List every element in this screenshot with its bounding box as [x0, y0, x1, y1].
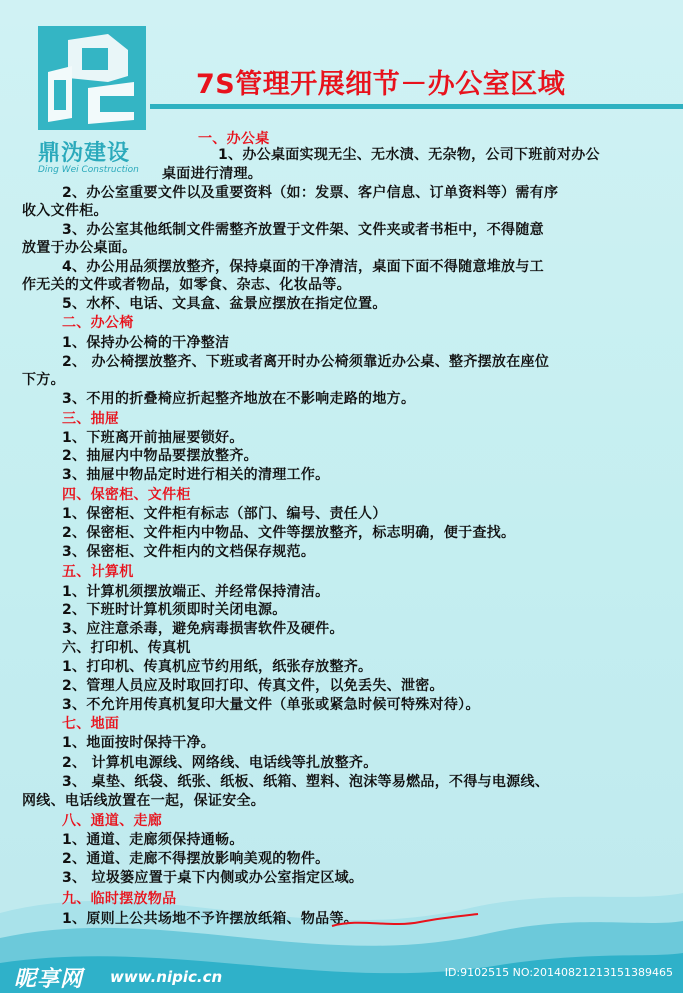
body-line: 放置于办公桌面。 — [22, 240, 137, 256]
body-line: 2、抽屉内中物品要摆放整齐。 — [62, 448, 258, 464]
logo-brand-english: Ding Wei Construction — [38, 165, 139, 175]
body-line: 桌面进行清理。 — [162, 166, 263, 182]
body-line: 作无关的文件或者物品，如零食、杂志、化妆品等。 — [22, 277, 351, 293]
section-heading: 八、通道、走廊 — [62, 813, 163, 829]
body-line: 1、打印机、传真机应节约用纸，纸张存放整齐。 — [62, 659, 373, 675]
body-line: 4、办公用品须摆放整齐，保持桌面的干净清洁，桌面下面不得随意堆放与工 — [62, 259, 544, 275]
section-heading: 二、办公椅 — [62, 315, 134, 331]
section-heading: 五、计算机 — [62, 564, 134, 580]
body-line: 1、保持办公椅的干净整洁 — [62, 335, 230, 351]
watermark-url: www.nipic.cn — [110, 968, 223, 986]
body-line: 2、管理人员应及时取回打印、传真文件，以免丢失、泄密。 — [62, 678, 444, 694]
body-line: 1、原则上公共场地不予许摆放纸箱、物品等。 — [62, 911, 359, 927]
body-line: 5、水杯、电话、文具盒、盆景应摆放在指定位置。 — [62, 296, 387, 312]
body-line: 1、办公桌面实现无尘、无水渍、无杂物，公司下班前对办公 — [218, 147, 600, 163]
body-line: 3、保密柜、文件柜内的文档保存规范。 — [62, 544, 316, 560]
page-title: 7S管理开展细节－办公室区域 — [196, 69, 566, 100]
body-line: 3、不允许用传真机复印大量文件（单张或紧急时候可特殊对待）。 — [62, 697, 480, 713]
body-line: 1、下班离开前抽屉要锁好。 — [62, 430, 244, 446]
body-line: 3、 垃圾篓应置于桌下内侧或办公室指定区域。 — [62, 870, 364, 886]
body-line: 收入文件柜。 — [22, 203, 108, 219]
red-scribble-mark — [330, 912, 480, 932]
body-line: 2、通道、走廊不得摆放影响美观的物件。 — [62, 851, 330, 867]
body-line: 网线、电话线放置在一起，保证安全。 — [22, 793, 266, 809]
section-heading: 一、办公桌 — [198, 131, 270, 147]
body-line: 2、办公室重要文件以及重要资料（如：发票、客户信息、订单资料等）需有序 — [62, 185, 559, 201]
company-logo — [38, 26, 146, 130]
body-line: 1、计算机须摆放端正、并经常保持清洁。 — [62, 584, 330, 600]
body-line: 3、应注意杀毒，避免病毒损害软件及硬件。 — [62, 621, 344, 637]
body-line: 1、地面按时保持干净。 — [62, 735, 216, 751]
body-line: 2、 计算机电源线、网络线、电话线等扎放整齐。 — [62, 755, 378, 771]
watermark-id: ID:9102515 NO:20140821213151389465 — [444, 966, 673, 979]
section-heading: 七、地面 — [62, 716, 120, 732]
section-heading: 九、临时摆放物品 — [62, 891, 177, 907]
body-line: 1、保密柜、文件柜有标志（部门、编号、责任人） — [62, 506, 387, 522]
section-heading: 三、抽屉 — [62, 411, 120, 427]
logo-brand-chinese: 鼎沩建设 — [38, 141, 131, 166]
section-heading: 四、保密柜、文件柜 — [62, 487, 191, 503]
body-line: 1、通道、走廊须保持通畅。 — [62, 832, 244, 848]
body-line: 3、抽屉中物品定时进行相关的清理工作。 — [62, 467, 330, 483]
body-line: 下方。 — [22, 372, 65, 388]
body-line: 六、打印机、传真机 — [62, 640, 191, 656]
body-line: 3、不用的折叠椅应折起整齐地放在不影响走路的地方。 — [62, 391, 416, 407]
body-line: 3、办公室其他纸制文件需整齐放置于文件架、文件夹或者书柜中，不得随意 — [62, 222, 544, 238]
body-line: 2、保密柜、文件柜内中物品、文件等摆放整齐，标志明确，便于查找。 — [62, 525, 516, 541]
body-line: 2、下班时计算机须即时关闭电源。 — [62, 602, 287, 618]
body-line: 3、 桌垫、纸袋、纸张、纸板、纸箱、塑料、泡沫等易燃品，不得与电源线、 — [62, 774, 550, 790]
body-line: 2、 办公椅摆放整齐、下班或者离开时办公椅须靠近办公桌、整齐摆放在座位 — [62, 354, 550, 370]
title-underline — [150, 104, 683, 109]
watermark-site: 昵享网 — [14, 967, 84, 992]
